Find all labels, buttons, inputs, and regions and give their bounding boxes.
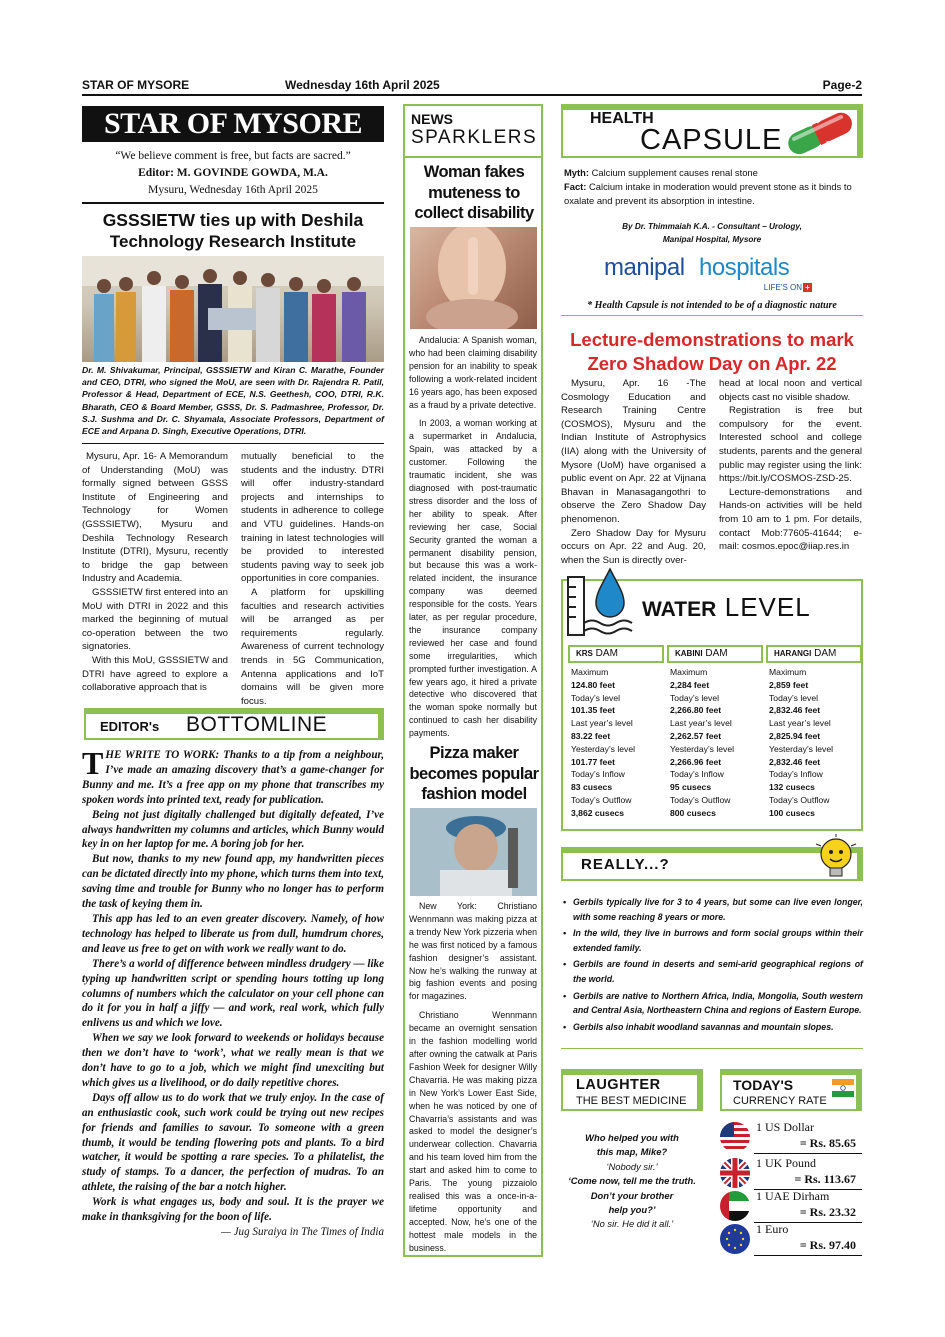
masthead-motto: “We believe comment is free, but facts are sacred.” [115, 150, 351, 162]
capsule-icon [780, 108, 862, 158]
dam-header [568, 645, 664, 663]
sparklers-story2-headline: Pizza maker becomes popular fashion model [409, 744, 539, 803]
manipal-logo [604, 254, 814, 294]
sparklers-paragraph: Andalucia: A Spanish woman, who had been claiming disability pension for an inability to speak following a work-related incident 16 years ago, has been exposed as a fraud by a private detective. [409, 335, 537, 410]
health-myth [564, 166, 862, 180]
dam-stat-value: 83 cusecs [571, 782, 613, 793]
dam-name: HARANGI [774, 649, 812, 658]
really-item-text: Gerbils also inhabit woodland savannas and mountain slopes. [573, 1021, 834, 1032]
zero-paragraph: Mysuru, Apr. 16 -The Cosmology Education and Research Training Centre (COSMOS), Mysuru and the Indian Institute of Astrophysics (IIA) along with the University of Mysore (UoM) have organised a public event on Apr. 22 at Vijnana Bhavan in Manasagangothri to observe the Zero Shadow Day phenomenon. [561, 378, 706, 525]
dam-stat-label: Today’s Inflow [769, 769, 823, 780]
laughter-label-line1: LAUGHTER [576, 1077, 661, 1093]
water-label-bold: WATER [642, 598, 717, 621]
dam-name: KRS [576, 649, 593, 658]
health-byline-1: By Dr. Thimmaiah K.A. - Consultant – Urology, [622, 222, 802, 231]
currency-row-gbp [720, 1156, 862, 1190]
bottomline-paragraph-text: HE WRITE TO WORK: Thanks to a tip from a neighbour, I’ve made an amazing discovery that’s a game-changer for Bunny and me. It’s a free app on my phone that transcribes my spoken words into printed text, ready for publication. [82, 749, 384, 806]
health-rule [561, 315, 863, 316]
bottomline-label-light: BOTTOMLINE [186, 713, 328, 736]
zero-paragraph: head at local noon and vertical objects cast no visible shadow. [719, 378, 862, 403]
masthead-editor: Editor: M. GOVINDE GOWDA, M.A. [138, 167, 328, 179]
lead-paragraph: GSSSIETW first entered into an MoU with DTRI in 2022 and this marked the beginning of mutual co-operation between the two signatories. [82, 586, 228, 653]
dam-stat-value: 101.77 feet [571, 756, 615, 767]
laughter-label-box [561, 1069, 703, 1111]
zero-paragraph: Registration is free but compulsory for the event. Interested school and college students, parents and the general public may register using the link: https://bit.ly/COSMOS-ZSD-25. [719, 405, 862, 485]
really-item-text: Gerbils typically live for 3 to 4 years, but some can live even longer, with some reaching 8 years or more. [573, 897, 863, 922]
water-label [642, 592, 811, 623]
dam-suffix: DAM [705, 648, 728, 659]
uk-flag-icon [720, 1158, 750, 1188]
currency-rate: = Rs. 23.32 [799, 1205, 856, 1219]
dam-stat-label: Maximum [670, 667, 708, 677]
joke-line: help you?’ [608, 1204, 656, 1216]
currency-row-aed [720, 1189, 862, 1223]
really-item [561, 989, 863, 1018]
joke-line: ‘Come now, tell me the truth. [568, 1175, 696, 1187]
bottomline-paragraph: Work is what engages us, body and soul. It is the prayer we make in thanksgiving for the boon of life. [82, 1196, 384, 1224]
currency-name: 1 Euro [756, 1222, 789, 1236]
dam-stat-label: Last year’s level [769, 718, 831, 729]
pizza-man-photo [410, 808, 537, 896]
fact-label: Fact: [564, 181, 587, 193]
dam-kabini [667, 645, 763, 820]
really-item [561, 895, 863, 924]
logo-tagline: LIFE’S ON [763, 283, 802, 292]
dam-stat-label: Today’s level [571, 692, 621, 703]
currency-rate: = Rs. 85.65 [799, 1136, 856, 1150]
dam-stat-label: Last year’s level [670, 718, 732, 729]
zero-paragraph: Zero Shadow Day for Mysuru occurs on Apr. 22 and Aug. 20, when the Sun is directly over- [561, 527, 706, 566]
dam-stat-value: 83.22 feet [571, 730, 611, 741]
dam-stats [766, 666, 862, 820]
really-list [561, 895, 863, 1036]
masthead-dateline: Mysuru, Wednesday 16th April 2025 [148, 184, 318, 196]
dam-stat-value: 2,832.46 feet [769, 705, 821, 716]
dam-stat-value: 2,832.46 feet [769, 756, 821, 767]
masthead-info [82, 148, 384, 199]
dam-stat-value: 2,284 feet [670, 679, 710, 690]
bottomline-label-bold: EDITOR's [100, 719, 160, 734]
lead-paragraph: Mysuru, Apr. 16- A Memorandum of Understanding (MoU) was formally signed between GSSS Institute of Engineering and Technology for Women (GSSSIETW), Mysuru and Deshila Technology Research Institute (DTRI), Mysuru, recently to bridge the gap between Industry and Academia. [82, 451, 228, 585]
dam-stat-label: Today’s Outflow [670, 794, 731, 805]
dam-stat-label: Today’s Outflow [769, 794, 830, 805]
lead-headline [82, 209, 384, 253]
bottomline-paragraph-first [82, 745, 384, 808]
dam-harangi [766, 645, 862, 820]
dam-stat-label: Maximum [571, 667, 609, 677]
dam-header [766, 645, 862, 663]
really-item [561, 957, 863, 986]
really-item [561, 926, 863, 955]
dam-stat-label: Yesterday’s level [571, 743, 636, 754]
lead-column-1 [82, 450, 228, 695]
dam-stat-label: Today’s level [670, 692, 720, 703]
dam-stat-value: 101.35 feet [571, 705, 615, 716]
really-item [561, 1020, 863, 1035]
currency-row-usd [720, 1120, 862, 1154]
dam-stat-value: 124.80 feet [571, 679, 615, 690]
dam-stat-value: 100 cusecs [769, 807, 815, 818]
sparklers-label-line1: NEWS [411, 111, 453, 127]
dam-stat-label: Today’s Inflow [670, 769, 724, 780]
dam-stat-label: Last year’s level [571, 718, 633, 729]
uae-flag-icon [720, 1191, 750, 1221]
caption-rule [82, 443, 384, 444]
bottomline-label-box [84, 708, 384, 740]
bulb-icon [814, 834, 858, 884]
bottomline-paragraph: This app has led to an even greater discovery. Namely, of how technology has helped to liberate us from dull, humdrum chores, and leave us free to get on with work we really want to do. [82, 912, 384, 955]
bullet-icon: • [563, 959, 567, 970]
dam-stat-value: 3,862 cusecs [571, 807, 625, 818]
sparklers-paragraph: Christiano Wennmann became an overnight sensation in the fashion modelling world after owning the catwalk at Paris Fashion Week for designer Willy Chavarria. He was making pizza in New York’s Lower East Side, when he was noticed by one of Chavarria’s assistants and was asked to model the designer’s underwear collection. Chavarria and his team loved him from the start and asked him to come to Paris. The young pizzaiolo realised this was a once-in-a-lifetime opportunity and accepted. Now, he’s one of the hottest male models in the business. [409, 1010, 537, 1253]
lead-paragraph: With this MoU, GSSSIETW and DTRI have agreed to explore a collaborative approach that is [82, 654, 228, 694]
fact-text: Calcium intake in moderation would prevent stone as it binds to oxalate and prevent its absorption in intestine. [564, 181, 852, 207]
logo-word-manipal: manipal [604, 254, 685, 281]
currency-name: 1 US Dollar [756, 1120, 814, 1134]
laughter-label-line2: THE BEST MEDICINE [576, 1095, 687, 1107]
bottomline-paragraph: Days off allow us to do work that we truly enjoy. In the case of an enthusiastic cook, such work could be trying out new recipes for friends and families to savour. To someone with a green thumb, it would be tending flowering pots and plants. To a bird watcher, it would be spotting a rare species. To a philatelist, the study of stamps. To a dancer, the perfection of mudras. To an athlete, the raising of the bar a notch higher. [82, 1091, 384, 1194]
really-label: REALLY...? [581, 856, 670, 873]
lead-photo [82, 256, 384, 362]
woman-photo-graphic [410, 227, 537, 329]
health-label-line1: HEALTH [590, 110, 654, 127]
joke-line: this map, Mike? [596, 1146, 668, 1158]
sparklers-story1-body [409, 334, 537, 740]
dam-stat-value: 2,266.96 feet [670, 756, 722, 767]
really-rule [561, 1048, 863, 1049]
dam-stat-label: Today’s Outflow [571, 794, 632, 805]
dam-stat-value: 2,825.94 feet [769, 730, 821, 741]
zero-headline-line1: Lecture-demonstrations to mark [570, 329, 854, 350]
currency-label-line1: TODAY'S [733, 1077, 794, 1093]
health-text [564, 166, 862, 209]
group-photo-graphic [82, 256, 384, 362]
dam-stat-label: Yesterday’s level [769, 743, 834, 754]
lead-column-2 [241, 450, 384, 708]
dam-suffix: DAM [595, 648, 618, 659]
masthead-rule [82, 202, 384, 204]
eu-flag-icon [720, 1224, 750, 1254]
dam-stat-label: Today’s Inflow [571, 769, 625, 780]
sparklers-paragraph: In 2003, a woman working at a supermarket in Andalucia, Spain, was attacked by a customer. Following the traumatic incident, she was diagnosed with post-traumatic stress disorder and the loss of her ability to speak. After reviewing her case, Social Security granted the woman a permanent disability pension, but because this was a work-related incident, the insurance company was deemed responsible for the costs. Years later, as per regular procedure, the insurance company reviewed her case and found some irregularities, which prompted further investigation. A few years ago, it hired a private detective who discovered that the woman spoke normally but continued to cash her disability payments. [409, 418, 537, 739]
dam-stat-label: Today’s level [769, 692, 819, 703]
water-gauge-graphic [566, 567, 636, 639]
bottomline-paragraph: There’s a world of difference between mindless drudgery — like typing up handwritten script or spending hours totting up long columns of numbers which the calculator on your cell phone can do it for you in half a jiffy — and work, real work, which fully enlivens us and which we love. [82, 957, 385, 1030]
currency-row-eur [720, 1222, 862, 1256]
header-page-number: Page-2 [822, 78, 862, 92]
page-header [82, 78, 862, 96]
header-date: Wednesday 16th April 2025 [285, 78, 440, 92]
health-fact [564, 180, 862, 208]
joke-line: ‘Nobody sir.’ [606, 1160, 658, 1172]
currency-label-line2: CURRENCY RATE [733, 1095, 827, 1107]
lead-photo-caption: Dr. M. Shivakumar, Principal, GSSSIETW and Kiran C. Marathe, Founder and CEO, DTRI, who signed the MoU, are seen with Dr. Rajendra R. Patil, Professor & Head, Department of ECE, N.S. Geethesh, COO, DTRI, R.K. Bharath, CEO & Board Member, GSSS, Dr. S. Padmashree, Professor, Dr. S.J. Sushma and Dr. C. Shyamala, Associate Professors, Department of ECE and Arpana D. Singh, Executive Operations, DTRI. [82, 365, 384, 437]
dropcap: T [82, 745, 104, 781]
dam-suffix: DAM [814, 648, 837, 659]
currency-name: 1 UK Pound [756, 1156, 817, 1170]
health-byline-2: Manipal Hospital, Mysore [662, 235, 762, 245]
dam-stat-value: 2,266.80 feet [670, 705, 722, 716]
lead-paragraph: A platform for upskilling faculties and research activities will be arranged as per requirements regularly. Awareness of current technology trends in 5G Communication, Antenna applications and IoT domains will be given more focus. [241, 586, 384, 707]
currency-rule [754, 1255, 862, 1256]
dam-stats [667, 666, 763, 820]
myth-text: Calcium supplement causes renal stone [589, 167, 758, 178]
bullet-icon: • [563, 897, 567, 907]
lead-headline-line2: Technology Research Institute [109, 232, 357, 251]
dam-stat-value: 2,262.57 feet [670, 730, 722, 741]
zero-paragraph: Lecture-demonstrations and Hands-on activities will be held from 10 am to 1 pm. For details, contact Mob:77605-41644; e-mail: cosmos.epoc@iiap.res.in [719, 486, 862, 553]
joke-line: Who helped you with [585, 1132, 679, 1143]
india-flag-icon [832, 1077, 854, 1099]
really-item-text: In the wild, they live in burrows and form social groups within their extended family. [573, 928, 863, 953]
bullet-icon: • [563, 928, 567, 939]
currency-rate: = Rs. 113.67 [794, 1172, 856, 1186]
dam-name: KABINI [675, 649, 703, 658]
plus-icon: + [803, 283, 812, 292]
currency-rate: = Rs. 97.40 [799, 1238, 856, 1252]
us-flag-icon [720, 1122, 750, 1152]
myth-label: Myth: [564, 167, 589, 178]
dam-stat-label: Maximum [769, 667, 807, 677]
sparklers-label-line2: SPARKLERS [411, 127, 538, 148]
bottomline-byline: — Jug Suraiya in The Times of India [220, 1226, 384, 1238]
health-disclaimer: * Health Capsule is not intended to be of a diagnostic nature [587, 300, 837, 311]
bottomline-body [82, 745, 385, 1240]
lead-paragraph: mutually beneficial to the students and the industry. DTRI will offer industry-standard projects and internships to students in adherence to college and VTU guidelines. Hands-on training in latest technologies will be provided to interested students paving way to seek job opportunities in core companies. [241, 451, 384, 585]
zero-column-1 [561, 377, 706, 567]
bullet-icon: • [563, 990, 567, 1001]
sparklers-label [411, 111, 539, 149]
zero-headline [561, 328, 863, 376]
currency-name: 1 UAE Dirham [756, 1189, 830, 1203]
joke-line: Don’t your brother [590, 1189, 674, 1201]
sparklers-story2-body [409, 900, 537, 1254]
header-paper-name: STAR OF MYSORE [82, 78, 190, 92]
really-item-text: Gerbils are native to Northern Africa, India, Mongolia, South western and Central Asia, Northeastern China and regions of Eastern Europe. [573, 990, 863, 1016]
currency-rule [754, 1153, 862, 1154]
bullet-icon: • [563, 1021, 567, 1032]
dam-stat-value: 800 cusecs [670, 807, 716, 818]
capsule-pill-graphic [780, 108, 862, 158]
dam-header [667, 645, 763, 663]
bottomline-paragraph: Being not just digitally challenged but digitally defeated, I’ve always handwritten my columns and articles, which Bunny would key in on her laptop for me. A boring job for her. [82, 808, 384, 851]
bottomline-paragraph: But now, thanks to my new found app, my handwritten pieces can be dictated directly into my phone, which turns them into text, saving time and trouble for Bunny who no longer has to perform the task of keying them in. [82, 853, 384, 911]
woman-photo [410, 227, 537, 329]
zero-column-2 [719, 377, 862, 554]
laughter-joke [561, 1131, 703, 1232]
health-byline [561, 220, 863, 246]
dam-krs [568, 645, 664, 820]
masthead-title: STAR OF MYSORE [103, 107, 363, 140]
sparklers-story1-headline: Woman fakes muteness to collect disability [414, 163, 534, 222]
dam-stat-value: 132 cusecs [769, 782, 815, 793]
lead-headline-line1: GSSSIETW ties up with Deshila [102, 210, 364, 230]
dam-stat-value: 95 cusecs [670, 782, 712, 793]
bottomline-paragraph: When we say we look forward to weekends or holidays because then we don’t have to ‘work’, what we really mean is that we don’t have to go to a job, which we might find unexciting but which gives us a livelihood, or do daily repetitive chores. [82, 1032, 384, 1089]
sparklers-paragraph: New York: Christiano Wennmann was making pizza at a trendy New York pizzeria when he was first noticed by a famous fashion designer’s assistant. Now he’s walking the runway at big fashion events and posing for magazines. [409, 901, 537, 1002]
sparklers-rule [405, 156, 541, 158]
dam-stat-label: Yesterday’s level [670, 743, 735, 754]
dam-stats [568, 666, 664, 820]
pizza-man-photo-graphic [410, 808, 537, 896]
dam-stat-value: 2,859 feet [769, 679, 809, 690]
zero-headline-line2: Zero Shadow Day on Apr. 22 [587, 353, 837, 374]
really-item-text: Gerbils are found in deserts and semi-arid geographical regions of the world. [573, 959, 863, 984]
water-drop-icon [566, 567, 636, 639]
lightbulb-graphic [814, 834, 858, 884]
joke-line: ‘No sir. He did it all.’ [590, 1218, 674, 1230]
health-label-line2: CAPSULE [640, 124, 783, 156]
logo-word-hospitals: hospitals [699, 254, 790, 281]
water-label-light: LEVEL [724, 592, 811, 622]
masthead-banner [82, 106, 384, 142]
currency-label-box [720, 1069, 862, 1111]
